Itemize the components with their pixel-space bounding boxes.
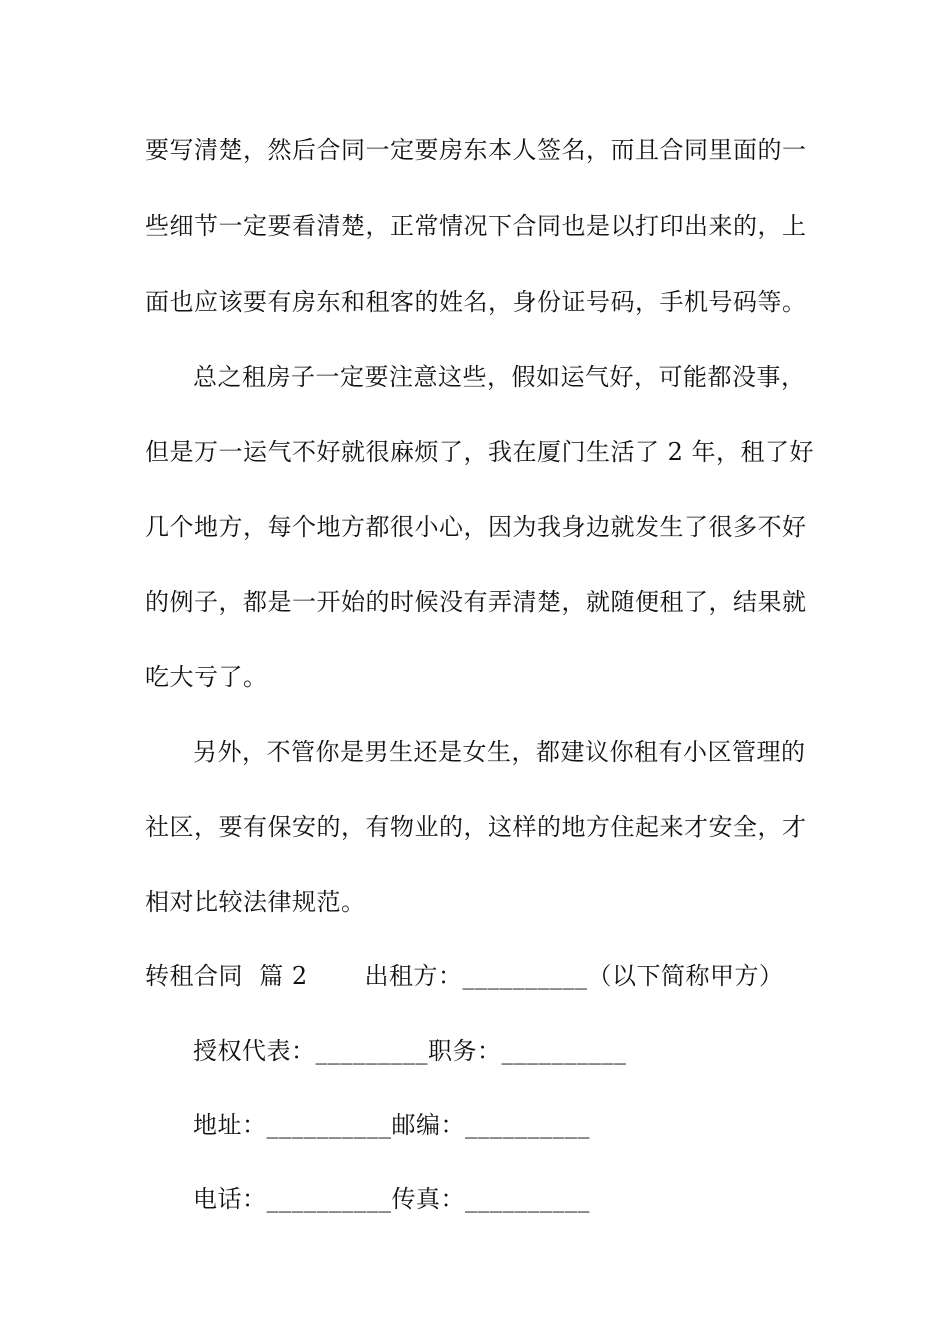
form-line-representative: 授权代表：_________职务：__________ [193, 1037, 627, 1065]
paragraph-line: 些细节一定要看清楚，正常情况下合同也是以打印出来的，上 [145, 212, 807, 240]
paragraph-line: 面也应该要有房东和租客的姓名，身份证号码，手机号码等。 [145, 288, 807, 316]
paragraph-line: 总之租房子一定要注意这些，假如运气好，可能都没事， [193, 363, 806, 391]
form-line-phone: 电话：__________传真：__________ [193, 1185, 590, 1213]
paragraph-line: 但是万一运气不好就很麻烦了，我在厦门生活了 2 年，租了好 [145, 438, 815, 466]
paragraph-line: 的例子，都是一开始的时候没有弄清楚，就随便租了，结果就 [145, 588, 807, 616]
form-line-address: 地址：__________邮编：__________ [193, 1111, 590, 1139]
paragraph-line: 另外，不管你是男生还是女生，都建议你租有小区管理的 [193, 738, 806, 766]
paragraph-line: 要写清楚，然后合同一定要房东本人签名，而且合同里面的一 [145, 136, 807, 164]
paragraph-line: 吃大亏了。 [145, 663, 268, 691]
paragraph-line: 社区，要有保安的，有物业的，这样的地方住起来才安全，才 [145, 813, 807, 841]
contract-heading: 转租合同 篇 2 出租方：__________（以下简称甲方） [145, 962, 784, 990]
paragraph-line: 几个地方，每个地方都很小心，因为我身边就发生了很多不好 [145, 513, 807, 541]
paragraph-line: 相对比较法律规范。 [145, 888, 366, 916]
